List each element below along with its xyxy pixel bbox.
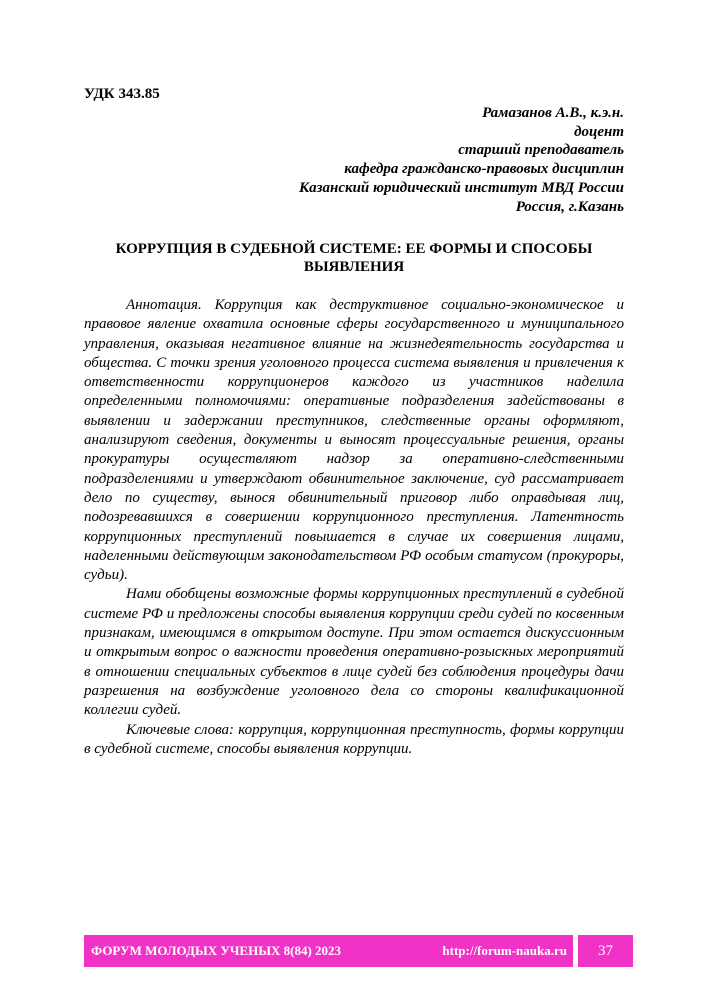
article-title: КОРРУПЦИЯ В СУДЕБНОЙ СИСТЕМЕ: ЕЕ ФОРМЫ И СПОСОБЫ ВЫЯВЛЕНИЯ <box>115 241 593 275</box>
author-info <box>64 104 624 216</box>
footer-banner <box>84 935 573 967</box>
footer-url-link[interactable]: http://forum-nauka.ru <box>442 943 567 958</box>
abstract-paragraph-2: Нами обобщены возможные формы коррупционных преступлений в судебной системе РФ и предложены способы выявления коррупции среди судей по косвенным признакам, имеющимся в открытом доступе. При этом остается дискуссионным и открытым вопрос о важности проведения оперативно-розыскных мероприятий в отношении специальных субъектов в лице судей без соблюдения процедуры дачи разрешения на возбуждение уголовного дела со стороны квалификационной коллегии судей. <box>84 586 624 719</box>
page-number: 37 <box>578 935 633 967</box>
page-footer <box>84 935 633 967</box>
udc-code: УДК 343.85 <box>84 86 160 102</box>
author-institution: Казанский юридический институт МВД России <box>298 179 624 196</box>
author-position-docent: доцент <box>574 123 624 140</box>
abstract-paragraph: Аннотация. Коррупция как деструктивное социально-экономическое и правовое явление охватила основные сферы государственного и муниципального управления, оказывая негативное влияние на жизнедеятельность государства и общества. С точки зрения уголовного процесса система выявления и привлечения к ответственности коррупционеров каждого из участников наделила определенными полномочиями: оперативные подразделения задействованы в выявлении и задержании преступников, следственные органы оформляют, анализируют сведения, документы и выносят процессуальные решения, органы прокуратуры осуществляют надзор за оперативно-следственными подразделениями и утверждают обвинительное заключение, суд рассматривает дело по существу, вынося обвинительный приговор либо оправдывая лиц, подозревавшихся в совершении коррупционного преступления. Латентность коррупционных преступлений повышается в случае их совершения лицами, наделенными действующим законодательством РФ особым статусом (прокуроры, судьи). <box>84 297 624 584</box>
author-position-lecturer: старший преподаватель <box>458 142 624 159</box>
footer-journal-name: ФОРУМ МОЛОДЫХ УЧЕНЫХ 8(84) 2023 <box>91 943 342 958</box>
keywords: Ключевые слова: коррупция, коррупционная преступность, формы коррупции в судебной системе, способы выявления коррупции. <box>84 721 624 757</box>
author-department: кафедра гражданско-правовых дисциплин <box>344 161 624 178</box>
abstract-section <box>84 296 624 759</box>
author-name: Рамазанов А.В., к.э.н. <box>482 105 624 121</box>
author-location: Россия, г.Казань <box>515 198 624 215</box>
